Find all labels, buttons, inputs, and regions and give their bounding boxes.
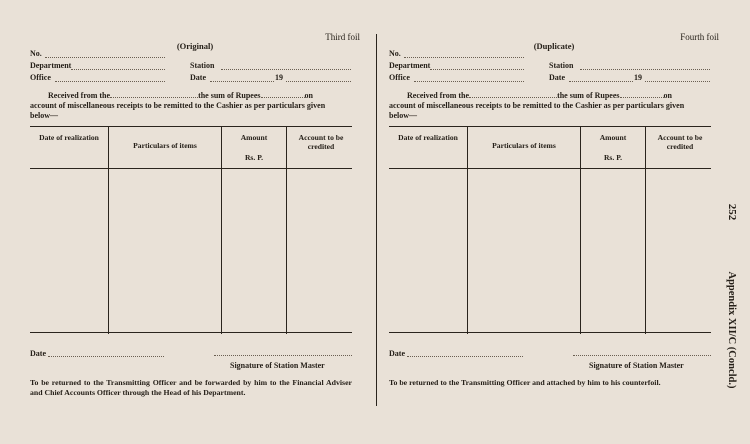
- para-line-3: below—: [389, 111, 417, 120]
- receipt-paragraph: [30, 91, 352, 121]
- para-part-2: the sum of Rupees: [198, 91, 261, 100]
- department-label: Department: [30, 61, 72, 70]
- foil-number: Fourth foil: [680, 32, 719, 42]
- signature-line[interactable]: [214, 355, 352, 356]
- year-field[interactable]: [286, 81, 351, 82]
- bottom-date-field[interactable]: [48, 356, 164, 357]
- para-line-3: below—: [30, 111, 58, 120]
- rupees-field[interactable]: [620, 91, 664, 98]
- signature-label: Signature of Station Master: [230, 361, 325, 370]
- table-col-divider: [221, 126, 222, 334]
- col-rs-p: Rs. P.: [244, 153, 264, 162]
- station-label: Station: [190, 61, 215, 70]
- table-header-rule: [30, 168, 352, 169]
- footnote: To be returned to the Transmitting Officer and be forwarded by him to the Financial Adviser and Chief Accounts Officer through the Head of his Department.: [30, 378, 352, 397]
- date-field[interactable]: [569, 81, 633, 82]
- bottom-date-field[interactable]: [407, 356, 523, 357]
- col-account-credited: Account to be credited: [298, 133, 344, 151]
- table-header-rule: [389, 168, 711, 169]
- year-field[interactable]: [645, 81, 710, 82]
- col-particulars: Particulars of items: [133, 141, 197, 150]
- signature-label: Signature of Station Master: [589, 361, 684, 370]
- no-label: No.: [30, 49, 42, 58]
- para-part-2: the sum of Rupees: [557, 91, 620, 100]
- office-label: Office: [30, 73, 51, 82]
- table-col-divider: [108, 126, 109, 334]
- footnote: To be returned to the Transmitting Officer and attached by him to his counterfoil.: [389, 378, 661, 387]
- table-bottom-rule: [30, 332, 352, 333]
- office-label: Office: [389, 73, 410, 82]
- date-label: Date: [190, 73, 206, 82]
- bottom-date-label: Date: [30, 349, 46, 358]
- para-line-2: account of miscellaneous receipts to be remitted to the Cashier as per particulars given: [30, 101, 326, 110]
- bottom-date-label: Date: [389, 349, 405, 358]
- no-field[interactable]: [45, 57, 165, 58]
- side-appendix-label: Appendix XII/C (Concld.): [726, 271, 737, 389]
- copy-label: (Original): [176, 41, 214, 51]
- signature-line[interactable]: [573, 355, 711, 356]
- col-amount: Amount: [240, 133, 268, 142]
- year-label: 19: [634, 73, 642, 82]
- para-part-1: Received from the: [48, 91, 111, 100]
- para-part-3: on: [663, 91, 672, 100]
- department-label: Department: [389, 61, 431, 70]
- office-field[interactable]: [414, 81, 524, 82]
- station-field[interactable]: [580, 69, 710, 70]
- para-part-3: on: [304, 91, 313, 100]
- side-page-number: 252: [726, 203, 738, 221]
- received-from-field[interactable]: [469, 91, 557, 98]
- no-field[interactable]: [404, 57, 524, 58]
- office-field[interactable]: [55, 81, 165, 82]
- foil-fourth-duplicate: [389, 0, 719, 444]
- particulars-table: [389, 124, 711, 334]
- col-account-credited: Account to be credited: [657, 133, 703, 151]
- year-label: 19: [275, 73, 283, 82]
- table-top-rule: [389, 126, 711, 127]
- col-date-of-realization: Date of realization: [398, 133, 458, 142]
- station-field[interactable]: [221, 69, 351, 70]
- receipt-paragraph: [389, 91, 711, 121]
- col-rs-p: Rs. P.: [603, 153, 623, 162]
- table-col-divider: [286, 126, 287, 334]
- col-date-of-realization: Date of realization: [39, 133, 99, 142]
- date-label: Date: [549, 73, 565, 82]
- copy-label: (Duplicate): [533, 41, 575, 51]
- received-from-field[interactable]: [110, 91, 198, 98]
- no-label: No.: [389, 49, 401, 58]
- foil-number: Third foil: [325, 32, 360, 42]
- station-label: Station: [549, 61, 574, 70]
- department-field[interactable]: [430, 69, 524, 70]
- rupees-field[interactable]: [261, 91, 305, 98]
- foil-third-original: [30, 0, 360, 444]
- col-particulars: Particulars of items: [492, 141, 556, 150]
- particulars-table: [30, 124, 352, 334]
- para-part-1: Received from the: [407, 91, 470, 100]
- para-line-2: account of miscellaneous receipts to be remitted to the Cashier as per particulars given: [389, 101, 685, 110]
- table-top-rule: [30, 126, 352, 127]
- table-col-divider: [580, 126, 581, 334]
- table-col-divider: [467, 126, 468, 334]
- col-amount: Amount: [599, 133, 627, 142]
- department-field[interactable]: [71, 69, 165, 70]
- table-col-divider: [645, 126, 646, 334]
- foil-divider: [376, 34, 377, 406]
- date-field[interactable]: [210, 81, 274, 82]
- table-bottom-rule: [389, 332, 711, 333]
